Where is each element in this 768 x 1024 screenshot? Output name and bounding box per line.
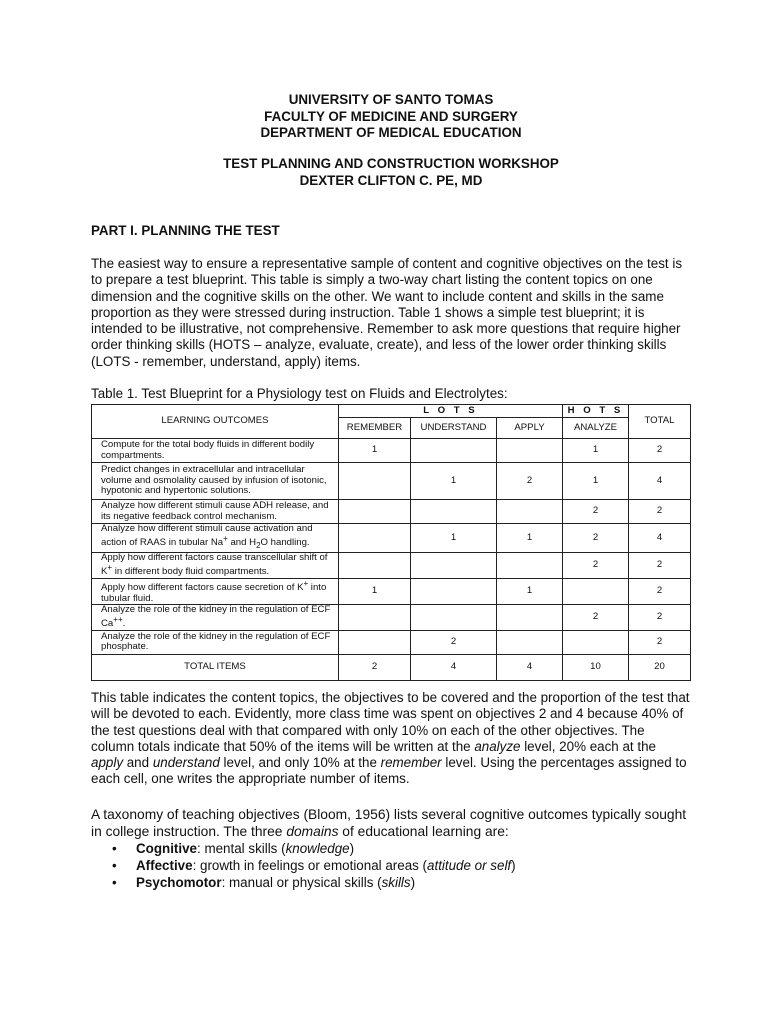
cell-apply <box>497 552 563 578</box>
part-title: PART I. PLANNING THE TEST <box>91 223 280 238</box>
table-header-row <box>92 405 691 418</box>
table-row <box>92 630 691 654</box>
table-caption: Table 1. Test Blueprint for a Physiology test on Fluids and Electrolytes: <box>91 386 508 401</box>
header-hots: H O T S <box>563 405 629 418</box>
header-analyze: ANALYZE <box>563 418 629 439</box>
header-total: TOTAL <box>629 405 691 439</box>
total-understand: 4 <box>411 654 497 680</box>
cell-remember: 1 <box>339 578 411 604</box>
domains-list <box>91 840 516 891</box>
cell-remember: 1 <box>339 439 411 463</box>
list-item: • Affective: growth in feelings or emotional areas (attitude or self) <box>112 858 516 873</box>
learning-outcome: Apply how different factors cause secretion of K+ into tubular fluid. <box>92 578 339 604</box>
blueprint-table <box>91 404 691 681</box>
cell-understand: 2 <box>411 630 497 654</box>
cell-understand <box>411 439 497 463</box>
author-name: DEXTER CLIFTON C. PE, MD <box>299 172 483 188</box>
cell-analyze: 1 <box>563 463 629 500</box>
bullet-icon: • <box>112 841 117 856</box>
learning-outcome: Analyze the role of the kidney in the regulation of ECF Ca++. <box>92 604 339 630</box>
learning-outcome: Compute for the total body fluids in different bodily compartments. <box>92 439 339 463</box>
cell-analyze: 2 <box>563 604 629 630</box>
faculty-name: FACULTY OF MEDICINE AND SURGERY <box>264 108 518 124</box>
learning-outcome: Analyze how different stimuli cause ADH release, and its negative feedback control mechanism. <box>92 500 339 524</box>
table-row <box>92 500 691 524</box>
cell-understand <box>411 578 497 604</box>
table-totals-row <box>92 654 691 680</box>
cell-understand <box>411 552 497 578</box>
table-row <box>92 604 691 630</box>
total-remember: 2 <box>339 654 411 680</box>
cell-total: 4 <box>629 524 691 553</box>
table-row <box>92 524 691 553</box>
bullet-icon: • <box>112 858 117 873</box>
institution-header <box>91 92 691 142</box>
cell-total: 2 <box>629 439 691 463</box>
cell-total: 2 <box>629 500 691 524</box>
header-understand: UNDERSTAND <box>411 418 497 439</box>
cell-understand: 1 <box>411 524 497 553</box>
header-lots: L O T S <box>339 405 563 418</box>
list-item: • Psychomotor: manual or physical skills (skills) <box>112 875 416 890</box>
cell-apply: 1 <box>497 524 563 553</box>
cell-total: 2 <box>629 604 691 630</box>
cell-remember <box>339 604 411 630</box>
explanation-paragraph: This table indicates the content topics, the objectives to be covered and the proportion of the test that will be devoted to each. Evidently, more class time was spent on objectives 2 and 4 because 40% of the test questions deal with that compared with only 10% on each of the other objectives. The column totals indicate that 50% of the items will be written at the analyze level, 20% each at the apply and understand level, and only 10% at the remember level. Using the percentages assigned to each cell, one writes the appropriate number of items. <box>91 690 690 787</box>
cell-total: 4 <box>629 463 691 500</box>
workshop-header <box>91 156 691 189</box>
bullet-icon: • <box>112 875 117 890</box>
cell-analyze <box>563 630 629 654</box>
cell-apply <box>497 500 563 524</box>
cell-analyze <box>563 578 629 604</box>
total-grand: 20 <box>629 654 691 680</box>
learning-outcome: Predict changes in extracellular and intracellular volume and osmolality caused by infusion of isotonic, hypotonic and hypertonic solutions. <box>92 463 339 500</box>
cell-remember <box>339 500 411 524</box>
cell-remember <box>339 552 411 578</box>
totals-label: TOTAL ITEMS <box>92 654 339 680</box>
total-apply: 4 <box>497 654 563 680</box>
total-analyze: 10 <box>563 654 629 680</box>
header-learning-outcomes: LEARNING OUTCOMES <box>92 405 339 439</box>
learning-outcome: Analyze how different stimuli cause activation and action of RAAS in tubular Na+ and $H_2O$ handling. <box>92 524 339 553</box>
list-item: • Cognitive: mental skills (knowledge) <box>112 841 355 856</box>
table-row <box>92 439 691 463</box>
cell-understand <box>411 604 497 630</box>
cell-understand: 1 <box>411 463 497 500</box>
cell-remember <box>339 463 411 500</box>
cell-total: 2 <box>629 578 691 604</box>
cell-total: 2 <box>629 630 691 654</box>
cell-apply <box>497 630 563 654</box>
cell-apply: 2 <box>497 463 563 500</box>
cell-remember <box>339 524 411 553</box>
header-apply: APPLY <box>497 418 563 439</box>
table-row <box>92 552 691 578</box>
cell-apply <box>497 604 563 630</box>
learning-outcome: Analyze the role of the kidney in the regulation of ECF phosphate. <box>92 630 339 654</box>
cell-analyze: 1 <box>563 439 629 463</box>
intro-paragraph: The easiest way to ensure a representative sample of content and cognitive objectives on the test is to prepare a test blueprint. This table is simply a two-way chart listing the content topics on one dimension and the cognitive skills on the other. We want to include content and skills in the same proportion as they were stressed during instruction. Table 1 shows a simple test blueprint; it is intended to be illustrative, not comprehensive. Remember to ask more questions that require higher order thinking skills (HOTS – analyze, evaluate, create), and less of the lower order thinking skills (LOTS - remember, understand, apply) items. <box>91 256 683 369</box>
taxonomy-paragraph: A taxonomy of teaching objectives (Bloom, 1956) lists several cognitive outcomes typically sought in college instruction. The three domains of educational learning are: <box>91 807 687 839</box>
department-name: DEPARTMENT OF MEDICAL EDUCATION <box>260 125 522 140</box>
header-remember: REMEMBER <box>339 418 411 439</box>
cell-total: 2 <box>629 552 691 578</box>
cell-remember <box>339 630 411 654</box>
workshop-title: TEST PLANNING AND CONSTRUCTION WORKSHOP <box>223 156 559 171</box>
table-row <box>92 578 691 604</box>
cell-apply <box>497 439 563 463</box>
learning-outcome: Apply how different factors cause transcellular shift of K+ in different body fluid compartments. <box>92 552 339 578</box>
cell-analyze: 2 <box>563 552 629 578</box>
cell-analyze: 2 <box>563 500 629 524</box>
cell-analyze: 2 <box>563 524 629 553</box>
table-row <box>92 463 691 500</box>
university-name: UNIVERSITY OF SANTO TOMAS <box>288 92 494 107</box>
cell-understand <box>411 500 497 524</box>
cell-apply: 1 <box>497 578 563 604</box>
